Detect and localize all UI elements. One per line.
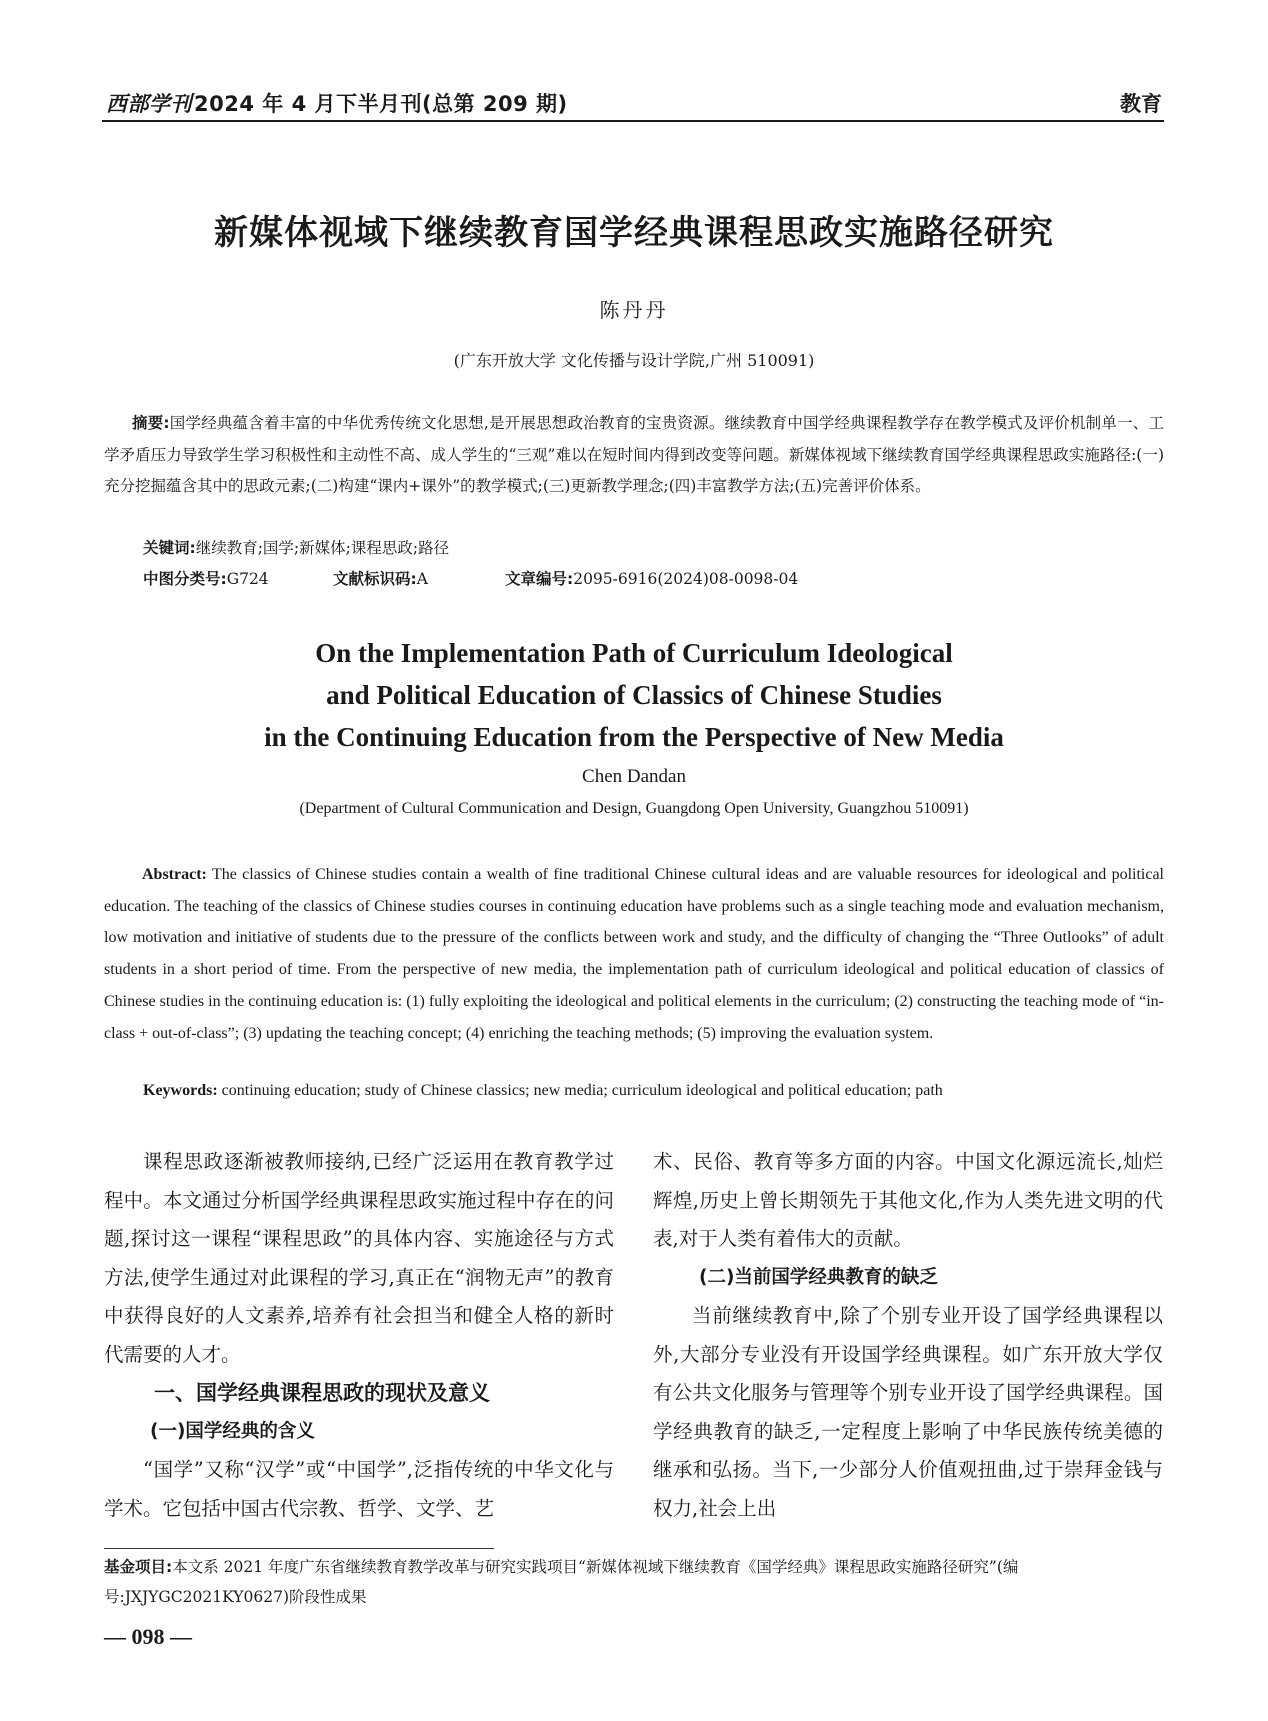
article-number: [505, 567, 798, 589]
keywords-chinese-label: 关键词:: [143, 539, 196, 557]
title-english-line2: and Political Education of Classics of Chinese Studies: [326, 680, 942, 710]
header-rule: [102, 120, 1164, 122]
body-column-right: [653, 1143, 1163, 1528]
keywords-chinese-text: 继续教育;国学;新媒体;课程思政;路径: [195, 539, 450, 557]
abstract-chinese-text: 国学经典蕴含着丰富的中华优秀传统文化思想,是开展思想政治教育的宝贵资源。继续教育中国学经典课程教学存在教学模式及评价机制单一、工学矛盾压力导致学生学习积极性和主动性不高、成人学生的“三观”难以在短时间内得到改变等问题。新媒体视域下继续教育国学经典课程思政实施路径:(一)充分挖掘蕴含其中的思政元素;(二)构建“课内+课外”的教学模式;(三)更新教学理念;(四)丰富教学方法;(五)完善评价体系。: [104, 414, 1164, 495]
issue-text: 2024 年 4 月下半月刊(总第 209 期): [194, 92, 568, 116]
title-english-line1: On the Implementation Path of Curriculum Ideological: [315, 638, 953, 668]
body-paragraph: 术、民俗、教育等多方面的内容。中国文化源远流长,灿烂辉煌,历史上曾长期领先于其他文化,作为人类先进文明的代表,对于人类有着伟大的贡献。: [653, 1150, 1163, 1250]
title-english-line3: in the Continuing Education from the Perspective of New Media: [264, 722, 1004, 752]
abstract-english-label: Abstract:: [142, 866, 207, 883]
abstract-english: [104, 859, 1164, 1049]
funding-label: 基金项目:: [104, 1558, 173, 1576]
abstract-chinese-label: 摘要:: [132, 414, 170, 432]
document-code-value: A: [416, 570, 428, 588]
journal-logo: 西部学刊: [106, 91, 192, 116]
title-chinese: 新媒体视域下继续教育国学经典课程思政实施路径研究: [214, 213, 1054, 253]
subsection-heading-1: (一)国学经典的含义: [150, 1420, 315, 1442]
document-code: [333, 567, 505, 589]
body-paragraph: “国学”又称“汉学”或“中国学”,泛指传统的中华文化与学术。它包括中国古代宗教、哲学、文学、艺: [104, 1458, 614, 1520]
document-code-label: 文献标识码:: [333, 570, 417, 588]
author-chinese: 陈丹丹: [599, 298, 669, 322]
footnote-rule: [104, 1548, 494, 1549]
body-column-left: [104, 1143, 614, 1528]
abstract-english-text: The classics of Chinese studies contain a wealth of fine traditional Chinese cultural ideas and are valuable resources for ideological and political education. The teaching of the classics of Chinese studies courses in continuing education have problems such as a single teaching mode and evaluation mechanism, low motivation and initiative of students due to the pressure of the conflicts between work and study, and the difficulty of changing the “Three Outlooks” of adult students in a short period of time. From the perspective of new media, the implementation path of curriculum ideological and political education of classics of Chinese studies in the continuing education is: (1) fully exploiting the ideological and political elements in the curriculum; (2) constructing the teaching mode of “in-class + out-of-class”; (3) updating the teaching concept; (4) enriching the teaching methods; (5) improving the evaluation system.: [104, 866, 1164, 1042]
funding-text: 本文系 2021 年度广东省继续教育教学改革与研究实践项目“新媒体视域下继续教育《国学经典》课程思政实施路径研究”(编号:JXJYGC2021KY0627)阶段性成果: [104, 1558, 1019, 1606]
article-number-value: 2095-6916(2024)08-0098-04: [573, 570, 799, 588]
running-header-issue: [106, 88, 568, 118]
clc-value: G724: [226, 570, 269, 588]
clc-label: 中图分类号:: [143, 570, 227, 588]
clc-code: [143, 567, 333, 589]
subsection-heading-2: (二)当前国学经典教育的缺乏: [699, 1266, 938, 1288]
keywords-chinese: [143, 536, 449, 558]
abstract-chinese: [104, 408, 1164, 503]
funding-footnote: [104, 1552, 1164, 1612]
section-heading-1: 一、国学经典课程思政的现状及意义: [154, 1381, 490, 1405]
keywords-english-text: continuing education; study of Chinese classics; new media; curriculum ideological and political education; path: [217, 1082, 943, 1099]
article-number-label: 文章编号:: [505, 570, 574, 588]
body-paragraph: 课程思政逐渐被教师接纳,已经广泛运用在教育教学过程中。本文通过分析国学经典课程思政实施过程中存在的问题,探讨这一课程“课程思政”的具体内容、实施途径与方式方法,使学生通过对此课程的学习,真正在“润物无声”的教育中获得良好的人文素养,培养有社会担当和健全人格的新时代需要的人才。: [104, 1150, 614, 1366]
page-number: — 098 —: [104, 1624, 192, 1649]
affiliation-chinese: (广东开放大学 文化传播与设计学院,广州 510091): [453, 351, 815, 370]
affiliation-english: (Department of Cultural Communication and Design, Guangdong Open University, Guangzhou 510091): [299, 800, 969, 817]
classification-row: [143, 567, 1143, 589]
keywords-english: [143, 1082, 943, 1100]
body-paragraph: 当前继续教育中,除了个别专业开设了国学经典课程以外,大部分专业没有开设国学经典课程。如广东开放大学仅有公共文化服务与管理等个别专业开设了国学经典课程。国学经典教育的缺乏,一定程度上影响了中华民族传统美德的继承和弘扬。当下,一少部分人价值观扭曲,过于崇拜金钱与权力,社会上出: [653, 1304, 1163, 1520]
keywords-english-label: Keywords:: [143, 1082, 218, 1099]
author-english: Chen Dandan: [582, 766, 686, 787]
running-header-section: 教育: [1120, 92, 1162, 116]
title-english: [0, 632, 1268, 758]
